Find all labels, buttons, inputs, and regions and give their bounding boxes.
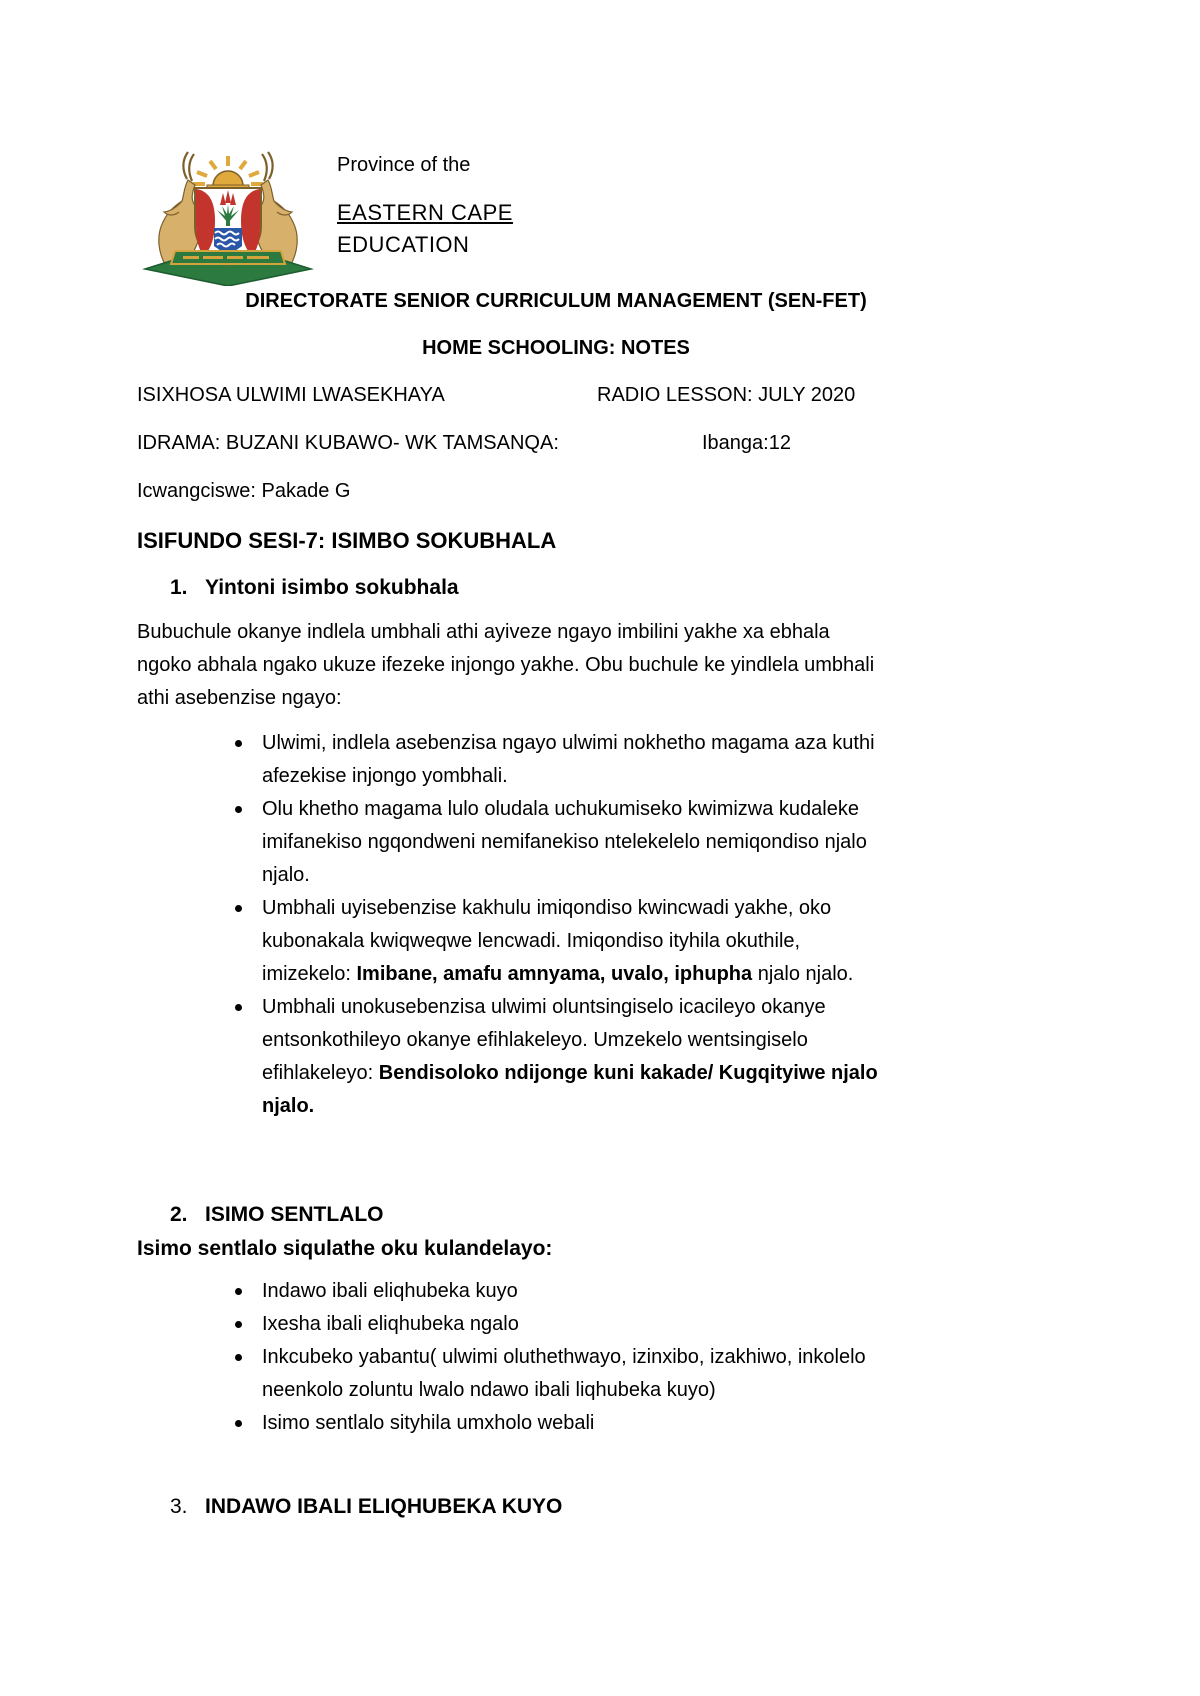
text-segment: Umbhali uyisebenzise kakhulu imiqondiso kwincwadi yakhe, oko [262, 897, 832, 919]
text-segment: imifanekiso ngqondweni nemifanekiso ntelekelelo nemiqondiso njalo [262, 831, 867, 853]
lesson-title: ISIFUNDO SESI-7: ISIMBO SOKUBHALA [137, 528, 557, 553]
section-2-heading [137, 1203, 1087, 1227]
letterhead [137, 148, 1087, 286]
letterhead-text [337, 148, 513, 258]
text-segment-bold: njalo. [262, 1095, 315, 1117]
motto-ribbon [171, 251, 285, 264]
section-1-intro [137, 616, 1087, 715]
text-segment: Umbhali unokusebenzisa ulwimi oluntsingiselo icacileyo okanye [262, 996, 826, 1018]
text-segment: imizekelo: [262, 963, 357, 985]
list-item [137, 1407, 1087, 1440]
text-segment-bold: Imibane, amafu amnyama, uvalo, iphupha [356, 963, 753, 985]
text-segment: njalo njalo. [752, 963, 854, 985]
drama-grade-line [137, 432, 1087, 455]
section-2-number: 2. [170, 1203, 188, 1226]
province-name: EASTERN CAPE [337, 200, 513, 225]
prepared-by-label: Icwangciswe: Pakade G [137, 480, 351, 502]
section-3-heading [137, 1495, 1087, 1519]
subject-lesson-line [137, 384, 1087, 407]
sun-icon [193, 156, 263, 190]
section-1-heading-text: Yintoni isimbo sokubhala [205, 576, 459, 599]
text-segment: kubonakala kwiqweqwe lencwadi. Imiqondiso ityhila okuthile, [262, 930, 801, 952]
text-segment: neenkolo zoluntu lwalo ndawo ibali liqhubeka kuyo) [262, 1379, 716, 1401]
intro-line: Bubuchule okanye indlela umbhali athi ayiveze ngayo imbilini yakhe xa ebhala [137, 621, 830, 643]
coat-of-arms-icon [137, 148, 319, 286]
list-item [137, 991, 1087, 1123]
text-segment: Indawo ibali eliqhubeka kuyo [262, 1280, 518, 1302]
list-item [137, 1341, 1087, 1407]
text-segment: Isimo sentlalo sityhila umxholo webali [262, 1412, 595, 1434]
intro-line: athi asebenzise ngayo: [137, 687, 342, 709]
section-1-number: 1. [170, 576, 188, 599]
text-segment: Ixesha ibali eliqhubeka ngalo [262, 1313, 519, 1335]
text-segment-bold: Bendisoloko ndijonge kuni kakade/ Kugqityiwe njalo [378, 1062, 878, 1084]
list-item [137, 1275, 1087, 1308]
section-2-heading-text: ISIMO SENTLALO [205, 1203, 384, 1226]
eastern-cape-coat-of-arms-logo [137, 148, 319, 286]
intro-line: ngoko abhala ngako ukuze ifezeke injongo yakhe. Obu buchule ke yindlela umbhali [137, 654, 875, 676]
list-item [137, 793, 1087, 892]
list-item [137, 727, 1087, 793]
text-segment: entsonkothileyo okanye efihlakeleyo. Umzekelo wentsingiselo [262, 1029, 808, 1051]
subject-label: ISIXHOSA ULWIMI LWASEKHAYA [137, 384, 445, 406]
list-item [137, 1308, 1087, 1341]
text-segment: afezekise injongo yombhali. [262, 765, 508, 787]
document-content [137, 148, 1087, 1519]
grade-label: Ibanga:12 [702, 432, 791, 454]
section-1-heading [137, 576, 1087, 600]
style-techniques-list [137, 727, 1087, 1123]
setting-elements-list [137, 1275, 1087, 1440]
list-item [137, 892, 1087, 991]
document-subtitle: HOME SCHOOLING: NOTES [422, 337, 690, 359]
section-3-heading-text: INDAWO IBALI ELIQHUBEKA KUYO [205, 1495, 563, 1518]
text-segment: efihlakeleyo: [262, 1062, 379, 1084]
section-2-subheading: Isimo sentlalo siqulathe oku kulandelayo: [137, 1237, 553, 1260]
directorate-title: DIRECTORATE SENIOR CURRICULUM MANAGEMENT (SEN-FET) [245, 290, 867, 312]
text-segment: Inkcubeko yabantu( ulwimi oluthethwayo, izinxibo, izakhiwo, inkolelo [262, 1346, 866, 1368]
text-segment: Olu khetho magama lulo oludala uchukumiseko kwimizwa kudaleke [262, 798, 859, 820]
radio-lesson-label: RADIO LESSON: JULY 2020 [597, 384, 856, 406]
text-segment: njalo. [262, 864, 310, 886]
department-name: EDUCATION [337, 232, 470, 257]
text-segment: Ulwimi, indlela asebenzisa ngayo ulwimi nokhetho magama aza kuthi [262, 732, 875, 754]
section-3-number: 3. [170, 1495, 188, 1518]
province-of-the-label: Province of the [337, 154, 471, 176]
drama-title-label: IDRAMA: BUZANI KUBAWO- WK TAMSANQA: [137, 432, 559, 454]
